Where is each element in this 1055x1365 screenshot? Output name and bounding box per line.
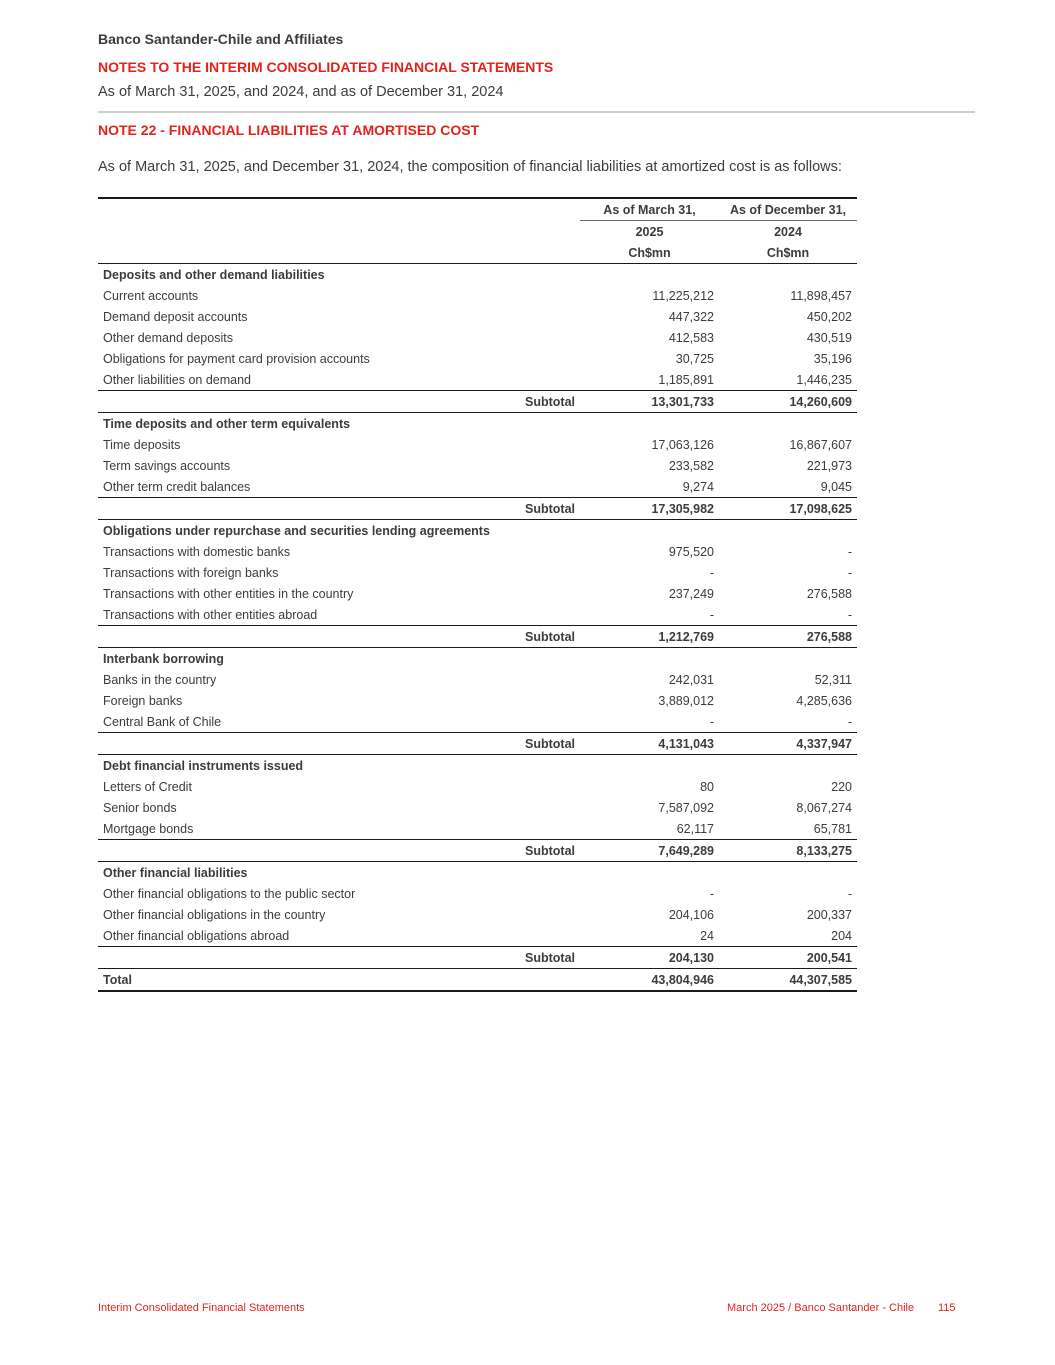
value-2025: 62,117 [676,821,714,836]
value-2024: - [847,886,852,901]
row-label: Obligations for payment card provision accounts [103,351,370,366]
footer-document-title: Interim Consolidated Financial Statements [98,1302,305,1314]
total-2024: 44,307,585 [719,969,857,992]
section-header-row [98,648,857,670]
subtotal-row [98,498,857,520]
subtotal-label: Subtotal [98,391,580,413]
subtotal-2024: 14,260,609 [719,391,857,413]
subtotal-row [98,626,857,648]
table-header-row-label [98,198,857,221]
table-row [98,604,857,626]
note-title: NOTE 22 - FINANCIAL LIABILITIES AT AMORTISED COST [98,122,480,138]
value-2025: 1,185,891 [658,372,714,387]
subtotal-2025: 204,130 [580,947,719,969]
value-2025: 17,063,126 [651,437,714,452]
total-label: Total [98,969,580,992]
subtotal-2025: 1,212,769 [580,626,719,648]
section-title: Other financial liabilities [103,865,248,880]
subtotal-2025: 13,301,733 [580,391,719,413]
total-2025: 43,804,946 [580,969,719,992]
table-row [98,285,857,306]
value-2024: 430,519 [806,330,852,345]
value-2024: 276,588 [806,586,852,601]
value-2025: - [709,607,714,622]
value-2024: - [847,714,852,729]
subtotal-2025: 4,131,043 [580,733,719,755]
table-header-row-unit [98,242,857,264]
row-label: Demand deposit accounts [103,309,248,324]
value-2025: 204,106 [668,907,714,922]
empty-cell [719,755,857,777]
empty-cell [719,648,857,670]
subtotal-row [98,947,857,969]
period-subtitle: As of March 31, 2025, and 2024, and as of December 31, 2024 [98,84,504,100]
col1-header-unit: Ch$mn [580,242,719,264]
empty-cell [719,862,857,884]
row-label: Mortgage bonds [103,821,194,836]
section-title: Debt financial instruments issued [103,758,304,773]
row-label: Foreign banks [103,693,183,708]
value-2024: 8,067,274 [796,800,852,815]
value-2024: 35,196 [813,351,852,366]
subtotal-2024: 200,541 [719,947,857,969]
row-label: Transactions with other entities in the country [103,586,354,601]
row-label: Transactions with other entities abroad [103,607,318,622]
header-spacer [98,242,580,264]
footer-publication: March 2025 / Banco Santander - Chile [727,1302,915,1314]
empty-cell [580,264,719,286]
value-2025: 11,225,212 [652,288,714,303]
empty-cell [719,520,857,542]
section-header-row [98,264,857,286]
subtotal-label: Subtotal [98,733,580,755]
value-2025: 80 [700,779,714,794]
value-2024: 200,337 [806,907,852,922]
table-row [98,925,857,947]
section-title: Time deposits and other term equivalents [103,416,351,431]
empty-cell [580,520,719,542]
value-2024: - [847,607,852,622]
value-2025: 30,725 [675,351,714,366]
row-label: Term savings accounts [103,458,231,473]
empty-cell [719,413,857,435]
table-row [98,883,857,904]
subtotal-label: Subtotal [98,498,580,520]
header-spacer [98,198,580,221]
section-header-row [98,413,857,435]
value-2024: 221,973 [806,458,852,473]
value-2025: 237,249 [668,586,714,601]
subtotal-row [98,391,857,413]
empty-cell [580,755,719,777]
row-label: Central Bank of Chile [103,714,222,729]
value-2025: 233,582 [668,458,714,473]
row-label: Other demand deposits [103,330,233,345]
table-row [98,583,857,604]
subtotal-2024: 4,337,947 [719,733,857,755]
value-2025: - [709,565,714,580]
value-2025: 447,322 [668,309,714,324]
section-title: Deposits and other demand liabilities [103,267,325,282]
value-2025: 24 [700,928,714,943]
value-2024: 4,285,636 [796,693,852,708]
row-label: Other financial obligations abroad [103,928,290,943]
row-label: Transactions with domestic banks [103,544,291,559]
table-row [98,904,857,925]
empty-cell [719,264,857,286]
subtotal-2024: 276,588 [719,626,857,648]
row-label: Other financial obligations to the public sector [103,886,356,901]
row-label: Letters of Credit [103,779,192,794]
section-header-row [98,520,857,542]
financial-liabilities-table [98,197,857,992]
page-number: 115 [938,1302,956,1314]
subtotal-label: Subtotal [98,947,580,969]
value-2024: 11,898,457 [790,288,852,303]
col1-header-label: As of March 31, [580,198,719,221]
row-label: Current accounts [103,288,199,303]
company-name: Banco Santander-Chile and Affiliates [98,31,344,47]
table-row [98,797,857,818]
empty-cell [580,862,719,884]
table-row [98,776,857,797]
header-divider [98,111,975,113]
subtotal-2024: 17,098,625 [719,498,857,520]
subtotal-row [98,840,857,862]
value-2025: 242,031 [668,672,714,687]
value-2024: 9,045 [820,479,852,494]
table-row [98,434,857,455]
col2-header-unit: Ch$mn [719,242,857,264]
col2-header-label: As of December 31, [719,198,857,221]
value-2025: 3,889,012 [658,693,714,708]
value-2025: - [709,714,714,729]
empty-cell [580,648,719,670]
table-row [98,327,857,348]
section-title: Interbank borrowing [103,651,224,666]
notes-title: NOTES TO THE INTERIM CONSOLIDATED FINANCIAL STATEMENTS [98,59,554,75]
table-row [98,711,857,733]
value-2024: 220 [831,779,852,794]
table-row [98,690,857,711]
table-header-row-year [98,221,857,243]
value-2024: 52,311 [814,672,852,687]
row-label: Other liabilities on demand [103,372,251,387]
intro-paragraph: As of March 31, 2025, and December 31, 2024, the composition of financial liabilities at amortized cost is as follows: [98,159,842,175]
value-2025: 7,587,092 [658,800,714,815]
value-2024: - [847,565,852,580]
table-row [98,541,857,562]
value-2025: 9,274 [682,479,714,494]
value-2024: 450,202 [806,309,852,324]
value-2024: 1,446,235 [796,372,852,387]
row-label: Senior bonds [103,800,177,815]
table-row [98,818,857,840]
empty-cell [580,413,719,435]
table-row [98,369,857,391]
value-2024: 65,781 [813,821,852,836]
col1-header-year: 2025 [635,224,664,239]
table-row [98,669,857,690]
section-header-row [98,862,857,884]
subtotal-label: Subtotal [98,626,580,648]
row-label: Transactions with foreign banks [103,565,279,580]
header-spacer [98,221,580,243]
row-label: Time deposits [103,437,181,452]
table-row [98,455,857,476]
row-label: Banks in the country [103,672,217,687]
subtotal-2025: 7,649,289 [580,840,719,862]
table-row [98,348,857,369]
col2-header-year: 2024 [774,224,802,239]
table-body [98,198,857,991]
section-header-row [98,755,857,777]
table-row [98,562,857,583]
table-row [98,476,857,498]
total-row [98,969,857,992]
subtotal-2024: 8,133,275 [719,840,857,862]
section-title: Obligations under repurchase and securities lending agreements [103,523,490,538]
row-label: Other term credit balances [103,479,251,494]
subtotal-label: Subtotal [98,840,580,862]
subtotal-row [98,733,857,755]
value-2024: 204 [831,928,852,943]
value-2025: 412,583 [668,330,714,345]
table-row [98,306,857,327]
row-label: Other financial obligations in the country [103,907,326,922]
subtotal-2025: 17,305,982 [580,498,719,520]
value-2025: - [709,886,714,901]
value-2025: 975,520 [668,544,714,559]
value-2024: 16,867,607 [789,437,852,452]
value-2024: - [847,544,852,559]
